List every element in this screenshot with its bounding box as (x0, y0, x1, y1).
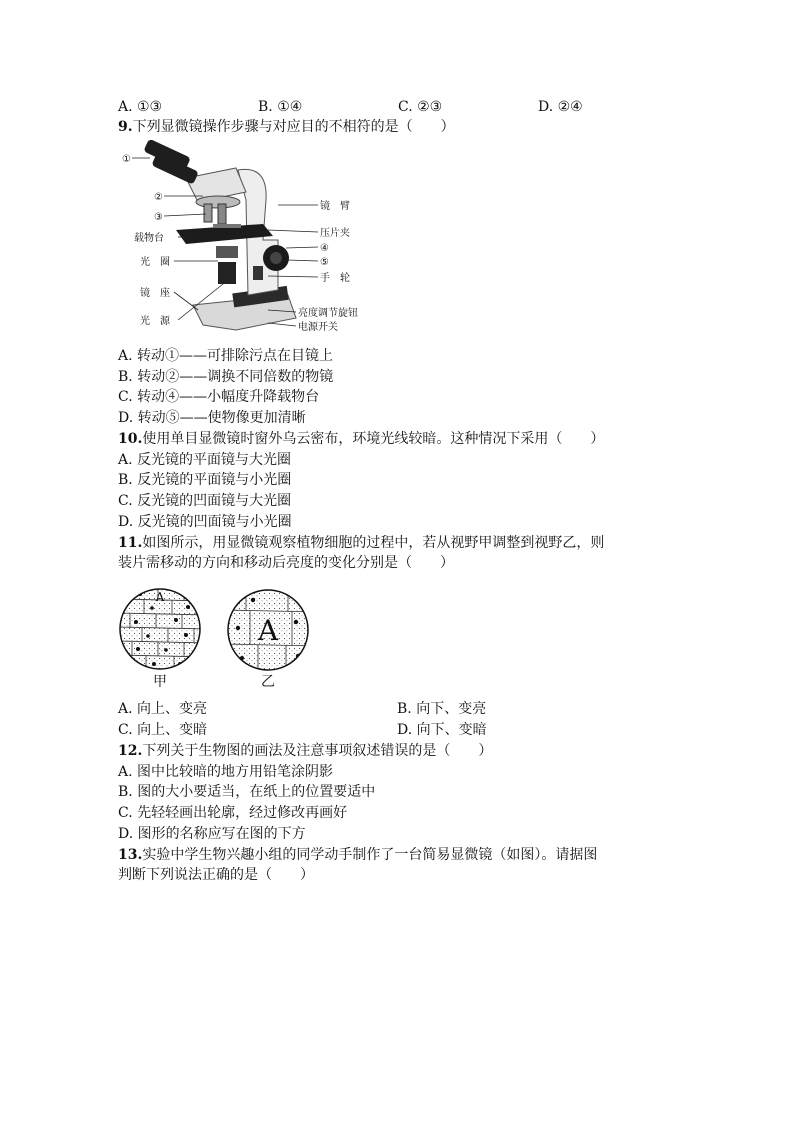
label-light: 光 源 (140, 316, 170, 327)
q12-option-c: C. 先轻轻画出轮廓，经过修改再画好 (118, 805, 348, 821)
microscope-figure (118, 140, 378, 340)
q10-stem (118, 429, 604, 449)
q10-number: 10. (118, 431, 143, 447)
q10-option-a: A. 反光镜的平面镜与大光圈 (118, 452, 292, 468)
q8-option-c: C. ②③ (398, 99, 443, 115)
q10-stem-text: 使用单目显微镜时窗外乌云密布，环境光线较暗。这种情况下采用（ ） (142, 431, 605, 447)
label-clip: 压片夹 (320, 228, 350, 239)
q12-stem (118, 741, 492, 761)
q9-number: 9. (118, 119, 133, 135)
label-stage: 载物台 (134, 233, 164, 244)
q12-number: 12. (118, 743, 143, 759)
q11-option-c: C. 向上、变暗 (118, 722, 208, 738)
q11-stem-line1 (118, 533, 604, 553)
label-n2: ② (154, 192, 163, 203)
q10-option-c: C. 反光镜的凹面镜与大光圈 (118, 493, 292, 509)
q11-stem-line2: 装片需移动的方向和移动后亮度的变化分别是（ ） (118, 555, 454, 571)
view1-letter: A (155, 590, 165, 604)
label-power: 电源开关 (298, 322, 338, 333)
q13-stem-text-1: 实验中学生物兴趣小组的同学动手制作了一台简易显微镜（如图）。请据图 (142, 847, 598, 863)
q9-option-d: D. 转动⑤——使物像更加清晰 (118, 410, 306, 426)
q8-option-b: B. ①④ (258, 99, 303, 115)
label-arm: 镜 臂 (320, 201, 350, 212)
view2-caption: 乙 (261, 674, 275, 690)
q9-option-b: B. 转动②——调换不同倍数的物镜 (118, 369, 334, 385)
view1-caption: 甲 (153, 674, 167, 690)
view2-letter: A (257, 614, 279, 647)
q12-stem-text: 下列关于生物图的画法及注意事项叙述错误的是（ ） (142, 743, 493, 759)
cell-view-figure (118, 582, 318, 692)
q11-stem-text-1: 如图所示，用显微镜观察植物细胞的过程中，若从视野甲调整到视野乙，则 (142, 535, 605, 551)
q13-stem-line2: 判断下列说法正确的是（ ） (118, 867, 314, 883)
q12-option-a: A. 图中比较暗的地方用铅笔涂阴影 (118, 764, 334, 780)
q13-number: 13. (118, 847, 143, 863)
q11-number: 11. (118, 535, 143, 551)
q13-stem-line1 (118, 845, 597, 865)
q10-option-b: B. 反光镜的平面镜与小光圈 (118, 472, 292, 488)
label-brightness: 亮度调节旋钮 (298, 308, 358, 319)
q12-option-d: D. 图形的名称应写在图的下方 (118, 826, 306, 842)
q9-stem-text: 下列显微镜操作步骤与对应目的不相符的是（ ） (132, 119, 455, 135)
label-wheel: 手 轮 (320, 273, 350, 284)
label-base: 镜 座 (140, 288, 170, 299)
q12-option-b: B. 图的大小要适当，在纸上的位置要适中 (118, 784, 376, 800)
q11-option-a: A. 向上、变亮 (118, 701, 208, 717)
q9-stem (118, 117, 455, 137)
label-n5: ⑤ (320, 257, 329, 268)
label-n1: ① (122, 154, 131, 165)
q11-option-d: D. 向下、变暗 (397, 722, 487, 738)
label-n4: ④ (320, 243, 329, 254)
q8-option-a: A. ①③ (118, 99, 163, 115)
q11-option-b: B. 向下、变亮 (397, 701, 487, 717)
label-diaphragm: 光 圈 (140, 257, 170, 268)
label-n3: ③ (154, 212, 163, 223)
q10-option-d: D. 反光镜的凹面镜与小光圈 (118, 514, 292, 530)
q8-option-d: D. ②④ (538, 99, 583, 115)
q9-option-c: C. 转动④——小幅度升降载物台 (118, 389, 320, 405)
q9-option-a: A. 转动①——可排除污点在目镜上 (118, 348, 334, 364)
